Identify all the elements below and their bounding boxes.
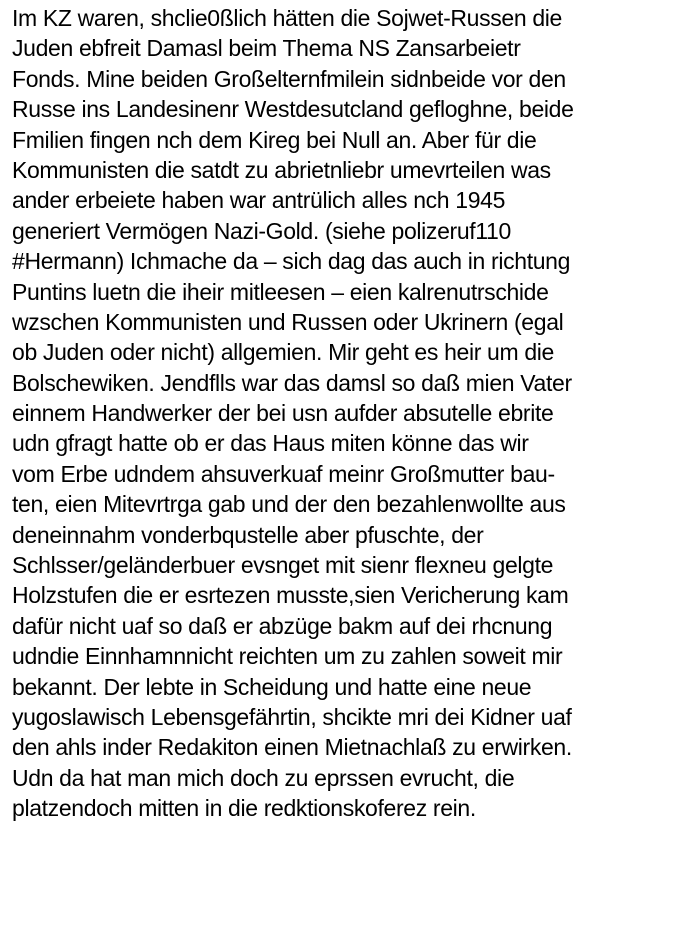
body-text	[12, 3, 682, 824]
text-line: ob Juden oder nicht) allgemien. Mir geht es heir um die	[12, 339, 554, 366]
text-line: platzendoch mitten in die redktionskoferez rein.	[12, 795, 476, 822]
text-line: deneinnahm vonderbqustelle aber pfuschte, der	[12, 521, 484, 548]
text-line: Puntins luetn die iheir mitleesen – eien kalrenutrschide	[12, 278, 549, 305]
text-line: Kommunisten die satdt zu abrietnliebr umevrteilen was	[12, 156, 551, 183]
text-line: Russe ins Landesinenr Westdesutcland gefloghne, beide	[12, 96, 574, 123]
text-line: Fmilien fingen nch dem Kireg bei Null an. Aber für die	[12, 126, 537, 153]
text-line: ander erbeiete haben war antrülich alles nch 1945	[12, 187, 506, 214]
text-line: vom Erbe udndem ahsuverkuaf meinr Großmutter bau-	[12, 460, 555, 487]
text-line: Fonds. Mine beiden Großelternfmilein sidnbeide vor den	[12, 65, 566, 92]
text-line: dafür nicht uaf so daß er abzüge bakm auf dei rhcnung	[12, 612, 553, 639]
text-line: udn gfragt hatte ob er das Haus miten könne das wir	[12, 430, 529, 457]
text-line: Bolschewiken. Jendflls war das damsl so daß mien Vater	[12, 369, 572, 396]
text-line: den ahls inder Redakiton einen Mietnachlaß zu erwirken.	[12, 734, 572, 761]
text-line: Udn da hat man mich doch zu eprssen evrucht, die	[12, 764, 515, 791]
text-line: udndie Einnhamnnicht reichten um zu zahlen soweit mir	[12, 643, 563, 670]
text-line: Holzstufen die er esrtezen musste,sien Vericherung kam	[12, 582, 569, 609]
text-line: wzschen Kommunisten und Russen oder Ukrinern (egal	[12, 308, 564, 335]
text-line: Schlsser/geländerbuer evsnget mit sienr flexneu gelgte	[12, 552, 554, 579]
text-line: Im KZ waren, shclie0ßlich hätten die Sojwet-Russen die	[12, 5, 562, 31]
text-line: bekannt. Der lebte in Scheidung und hatte eine neue	[12, 673, 532, 700]
text-line: yugoslawisch Lebensgefährtin, shcikte mri dei Kidner uaf	[12, 703, 572, 730]
text-line: generiert Vermögen Nazi-Gold. (siehe polizeruf110	[12, 217, 511, 244]
text-line: einnem Handwerker der bei usn aufder absutelle ebrite	[12, 400, 554, 427]
text-line: ten, eien Mitevrtrga gab und der den bezahlenwollte aus	[12, 491, 566, 518]
text-line: Juden ebfreit Damasl beim Thema NS Zansarbeietr	[12, 35, 521, 62]
text-line: #Hermann) Ichmache da – sich dag das auch in richtung	[12, 248, 571, 275]
